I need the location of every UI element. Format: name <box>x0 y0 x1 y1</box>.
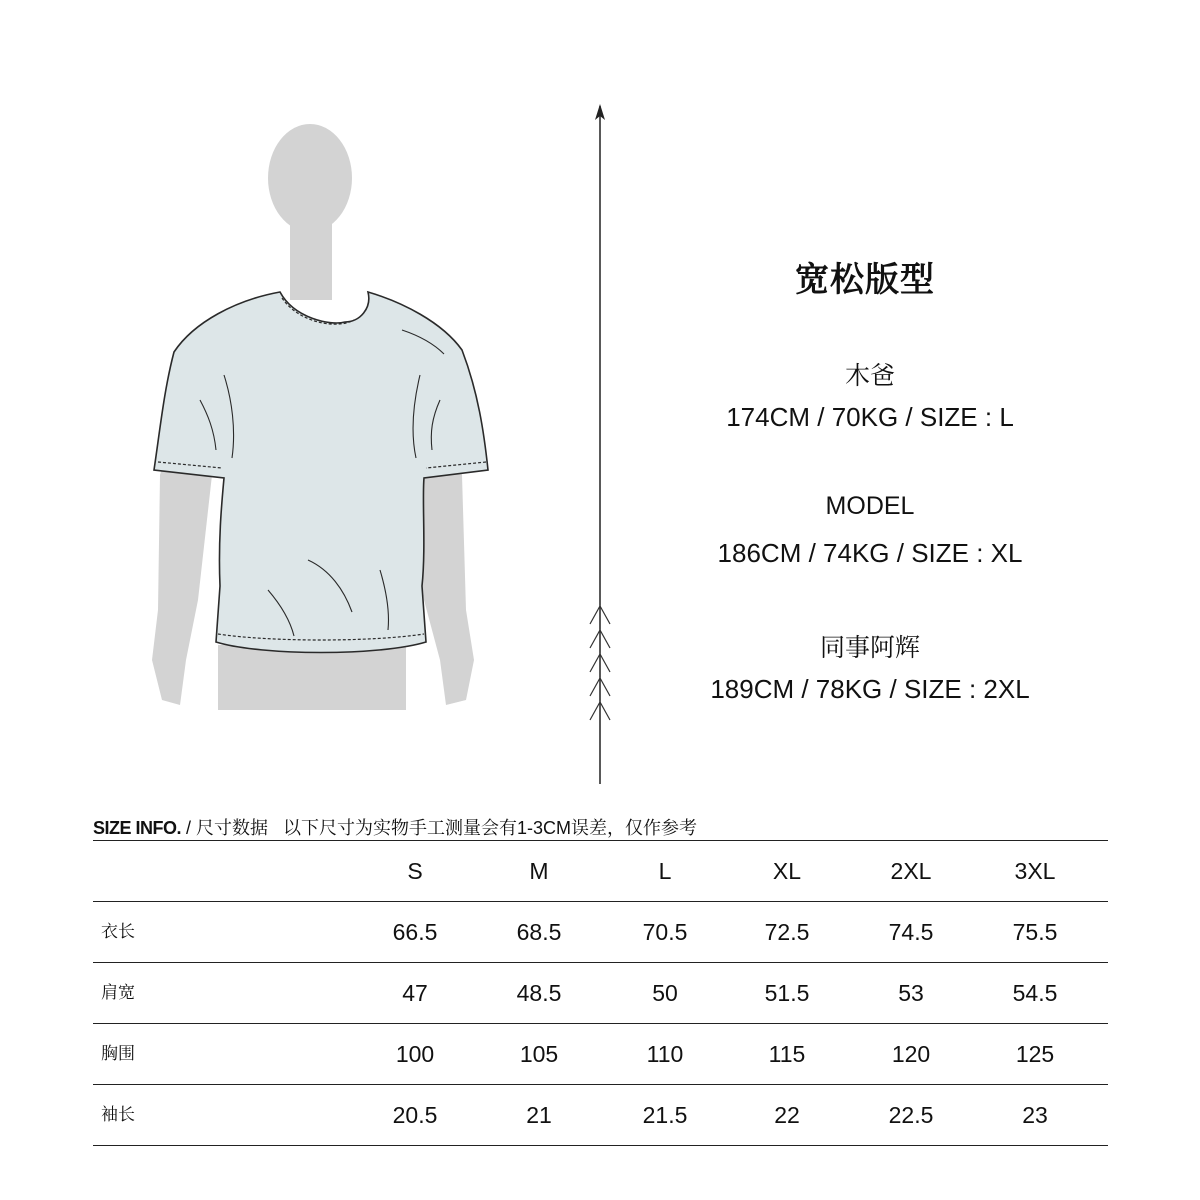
header-size-xl: XL <box>772 858 802 884</box>
model-3-name: 同事阿辉 <box>819 634 920 662</box>
table-cell: 125 <box>1015 1041 1055 1067</box>
table-cell: 115 <box>768 1041 806 1067</box>
table-cell: 70.5 <box>642 919 688 945</box>
table-cell: 53 <box>898 980 924 1006</box>
table-cell: 23 <box>1022 1102 1048 1128</box>
table-cell: 48.5 <box>516 980 562 1006</box>
size-info-lead: SIZE INFO. <box>93 818 182 838</box>
row-label: 衣长 <box>101 922 135 942</box>
table-header-row <box>93 840 1108 902</box>
table-cell: 22.5 <box>888 1102 934 1128</box>
table-cell: 22 <box>774 1102 800 1128</box>
table-cell: 66.5 <box>392 919 438 945</box>
table-cell: 72.5 <box>764 919 810 945</box>
fit-type-title: 宽松版型 <box>795 261 935 299</box>
size-info-caption <box>93 814 697 840</box>
table-cell: 68.5 <box>516 919 562 945</box>
table-row <box>93 1024 1108 1085</box>
table-cell: 100 <box>395 1041 435 1067</box>
table-cell: 20.5 <box>392 1102 438 1128</box>
header-size-s: S <box>407 858 423 884</box>
model-1-name: 木爸 <box>844 362 895 390</box>
size-info-note: 以下尺寸为实物手工测量会有1-3CM误差，仅作参考 <box>283 818 698 838</box>
table-cell: 21 <box>526 1102 552 1128</box>
row-label: 肩宽 <box>101 983 135 1003</box>
table-cell: 110 <box>646 1041 684 1067</box>
row-label: 胸围 <box>101 1044 135 1064</box>
model-3-stats: 189CM / 78KG / SIZE : 2XL <box>710 674 1030 704</box>
model-2-stats: 186CM / 74KG / SIZE : XL <box>717 538 1023 568</box>
table-cell: 51.5 <box>764 980 810 1006</box>
table-cell: 50 <box>652 980 678 1006</box>
table-cell: 21.5 <box>642 1102 688 1128</box>
table-cell: 74.5 <box>888 919 934 945</box>
header-size-2xl: 2XL <box>890 858 932 884</box>
size-info-title: 尺寸数据 <box>196 818 269 838</box>
header-size-l: L <box>658 858 672 884</box>
height-arrow <box>560 100 640 790</box>
table-cell: 120 <box>891 1041 931 1067</box>
tshirt-model-illustration <box>140 100 520 710</box>
table-cell: 105 <box>519 1041 559 1067</box>
table-cell: 47 <box>402 980 428 1006</box>
table-row <box>93 1085 1108 1146</box>
row-label: 袖长 <box>101 1105 135 1125</box>
table-row <box>93 963 1108 1024</box>
size-table <box>93 840 1108 1146</box>
model-2-name: MODEL <box>825 492 915 520</box>
table-cell: 54.5 <box>1012 980 1058 1006</box>
model-1-stats: 174CM / 70KG / SIZE : L <box>726 402 1014 432</box>
header-size-3xl: 3XL <box>1014 858 1056 884</box>
table-cell: 75.5 <box>1012 919 1058 945</box>
size-info-separator: / <box>181 818 197 838</box>
table-row <box>93 902 1108 963</box>
header-size-m: M <box>529 858 549 884</box>
